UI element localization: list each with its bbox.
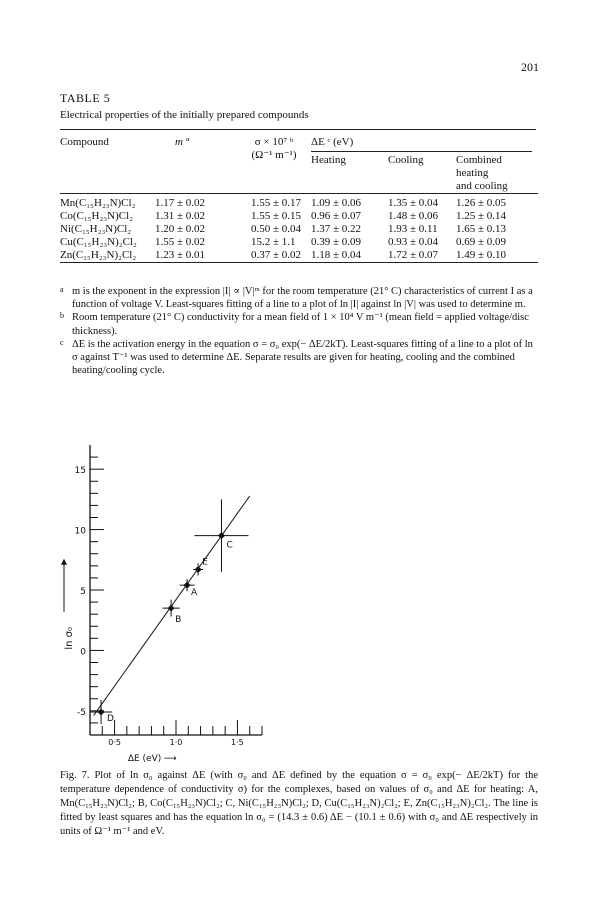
x-tick-label: 1·0 <box>169 738 183 747</box>
table-footnotes <box>60 285 538 377</box>
table-top-rule <box>60 129 536 130</box>
data-point <box>98 709 105 716</box>
cell-cooling: 0.93 ± 0.04 <box>388 236 439 248</box>
y-axis-label: ln σ₀ <box>64 627 75 650</box>
table-row <box>60 236 538 249</box>
data-point <box>218 532 225 539</box>
cell-m: 1.55 ± 0.02 <box>155 236 206 248</box>
footnote-b: b Room temperature (21° C) conductivity for a mean field of 1 × 10⁴ V m⁻¹ (mean field = applied voltage/disc thickness). <box>60 311 529 337</box>
cell-combined: 1.49 ± 0.10 <box>456 249 507 261</box>
x-axis-arrow: ⟶ <box>163 754 177 764</box>
header-delta-e: ΔE ᶜ (eV) Heating Cooling Combined heating and cooling <box>311 132 538 194</box>
point-label: D <box>107 714 114 725</box>
figure-7-plot <box>50 435 290 770</box>
x-tick-label: 1·5 <box>231 738 244 747</box>
x-axis-label: ΔE (eV) <box>127 754 162 764</box>
table-body <box>60 197 538 263</box>
cell-m: 1.20 ± 0.02 <box>155 223 206 235</box>
y-tick-label: 5 <box>80 587 86 597</box>
cell-cooling: 1.48 ± 0.06 <box>388 210 439 222</box>
y-tick-label: 15 <box>74 466 86 477</box>
cell-compound: Zn(C₁₅H₂₃N)₂Cl₂ <box>60 249 137 261</box>
cell-combined: 1.25 ± 0.14 <box>456 210 507 222</box>
header-compound: Compound <box>60 136 109 148</box>
y-tick-label: 0 <box>80 647 86 658</box>
cell-cooling: 1.93 ± 0.11 <box>388 223 438 235</box>
cell-compound: Ni(C₁₅H₂₃N)Cl₂ <box>60 223 132 235</box>
footnote-c: c ΔE is the activation energy in the equation σ = σ₀ exp(− ΔE/2kT). Least-squares fitting of a line to a plot of ln σ against T⁻¹ was used to determine ΔE. Separate results are given for heating, cooling and the combined heating/cooling cycle. <box>60 337 533 377</box>
properties-table <box>60 132 538 264</box>
table-row <box>60 249 538 263</box>
table-caption: Electrical properties of the initially prepared compounds <box>60 109 309 121</box>
header-m: m ª <box>175 136 189 148</box>
cell-heating: 0.96 ± 0.07 <box>311 210 362 222</box>
cell-m: 1.31 ± 0.02 <box>155 210 206 222</box>
point-label: E <box>202 557 208 568</box>
cell-cooling: 1.72 ± 0.07 <box>388 249 439 261</box>
cell-sigma: 0.50 ± 0.04 <box>251 223 302 235</box>
cell-heating: 1.37 ± 0.22 <box>311 223 362 235</box>
cell-compound: Mn(C₁₅H₂₃N)Cl₂ <box>60 197 136 209</box>
cell-sigma: 1.55 ± 0.17 <box>251 197 302 209</box>
cell-sigma: 1.55 ± 0.15 <box>251 210 302 222</box>
cell-compound: Co(C₁₅H₂₃N)Cl₂ <box>60 210 133 222</box>
cell-heating: 1.18 ± 0.04 <box>311 249 362 261</box>
point-label: C <box>226 540 233 551</box>
cell-combined: 0.69 ± 0.09 <box>456 236 507 248</box>
table-label: TABLE 5 <box>60 91 111 105</box>
cell-cooling: 1.35 ± 0.04 <box>388 197 439 209</box>
header-combined: Combined heating and cooling <box>456 154 508 192</box>
footnote-a: a m is the exponent in the expression |I| ∝ |V|ᵐ for the room temperature (21° C) characteristics of current I as a function of voltage V. Least-squares fitting of a line to a plot of ln |I| against ln |V| was used to determine m. <box>60 285 533 311</box>
y-tick-label: 10 <box>74 526 86 537</box>
x-tick-label: 0·5 <box>108 738 121 747</box>
page-number: 201 <box>521 60 539 74</box>
point-label: B <box>175 615 182 626</box>
cell-combined: 1.65 ± 0.13 <box>456 223 507 235</box>
cell-sigma: 15.2 ± 1.1 <box>251 236 296 248</box>
cell-m: 1.23 ± 0.01 <box>155 249 206 261</box>
cell-compound: Cu(C₁₅H₂₃N)₂Cl₂ <box>60 236 137 248</box>
header-sigma: σ × 10⁷ ᵇ (Ω⁻¹ m⁻¹) <box>251 136 297 161</box>
header-heating: Heating <box>311 154 346 166</box>
table-row <box>60 210 538 223</box>
point-label: A <box>191 588 198 599</box>
figure-caption: Fig. 7. Plot of ln σ₀ against ΔE (with σ₀ and ΔE defined by the equation σ = σ₀ exp(− ΔE/2kT) for the temperature dependence of conductivity σ) for the complexes, based on values of σ₀ and ΔE for heating: A, Mn(C₁₅H₂₃N)Cl₂; B, Co(C₁₅H₂₃N)Cl₂; C, Ni(C₁₅H₂₃N)Cl₂; D, Cu(C₁₅H₂₃N)₂Cl₂; E, Zn(C₁₅H₂₃N)₂Cl₂. The line is fitted by least squares and has the equation ln σ₀ = (14.3 ± 0.6) ΔE − (10.1 ± 0.6) with σ₀ and ΔE respectively in units of Ω⁻¹ m⁻¹ and eV. <box>60 770 538 837</box>
cell-combined: 1.26 ± 0.05 <box>456 197 507 209</box>
cell-m: 1.17 ± 0.02 <box>155 197 206 209</box>
header-cooling: Cooling <box>388 154 424 166</box>
table-header-row <box>60 132 538 194</box>
table-row <box>60 197 538 210</box>
y-axis-arrowhead <box>61 559 67 565</box>
cell-sigma: 0.37 ± 0.02 <box>251 249 302 261</box>
table-row <box>60 223 538 236</box>
cell-heating: 1.09 ± 0.06 <box>311 197 362 209</box>
y-tick-label: -5 <box>77 707 86 718</box>
cell-heating: 0.39 ± 0.09 <box>311 236 362 248</box>
